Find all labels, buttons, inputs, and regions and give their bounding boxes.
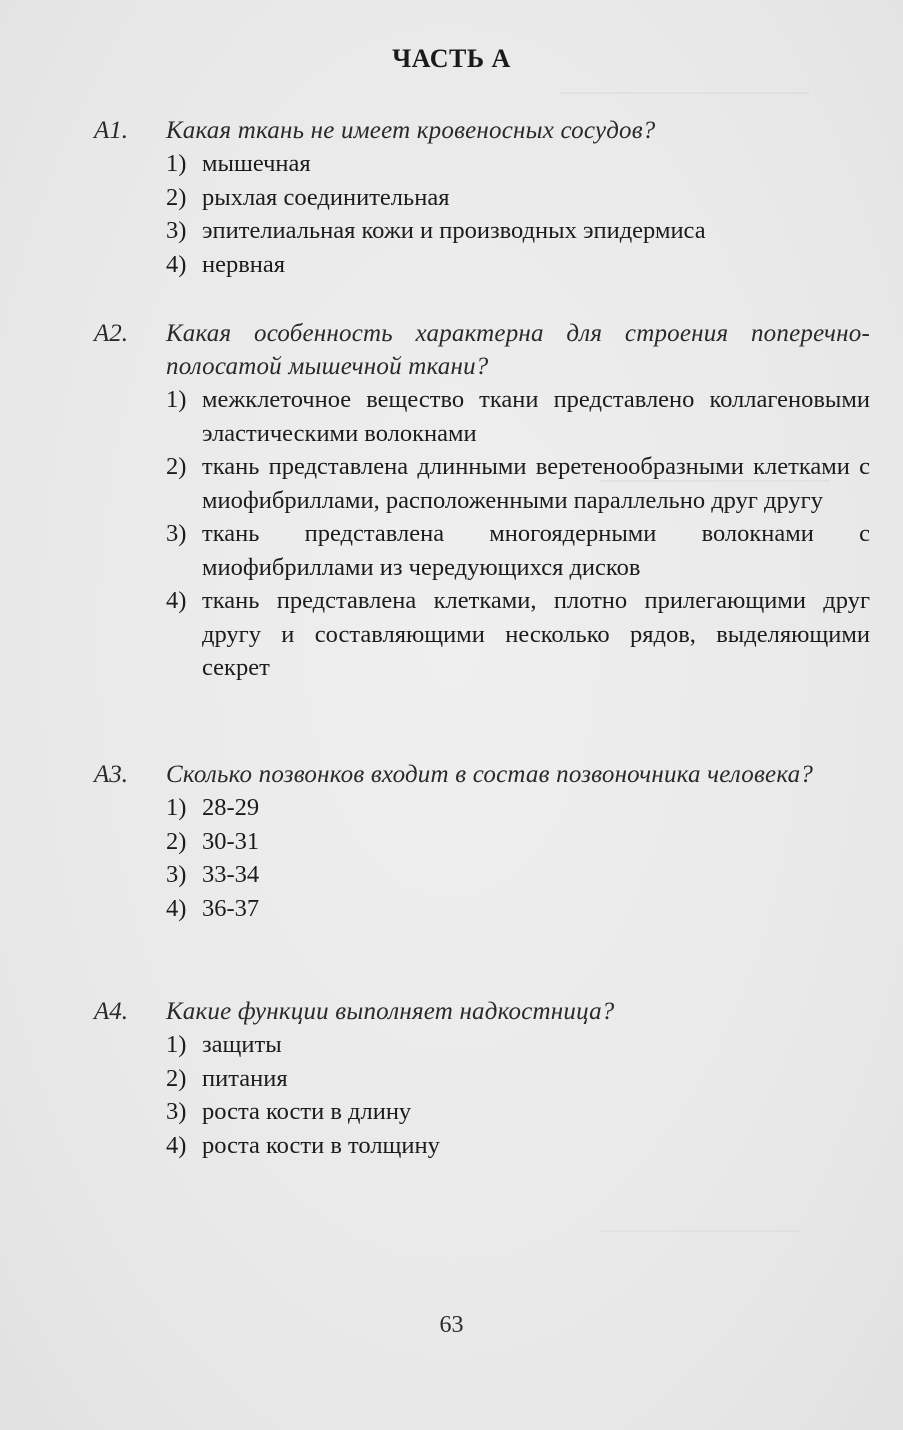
options-list <box>94 147 870 281</box>
option-number: 2) <box>166 1064 187 1092</box>
question-heading <box>94 317 870 383</box>
question-heading <box>94 114 870 147</box>
option-number: 1) <box>166 794 187 821</box>
option-number: 2) <box>166 183 187 211</box>
option-text: питания <box>202 1064 288 1092</box>
option-text: эпителиальная кожи и производных эпидермиса <box>202 217 706 244</box>
options-list <box>94 791 870 925</box>
question-text: Какая особенность характерна для строения поперечно-полосатой мышечной ткани? <box>166 320 870 380</box>
option-item <box>94 1095 870 1129</box>
option-text: ткань представлена клетками, плотно прилегающими друг другу и составляющими несколько рядов, выделяющими секрет <box>202 587 870 681</box>
option-number: 4) <box>166 894 187 922</box>
option-text: ткань представлена многоядерными волокнами с миофибриллами из чередующихся дисков <box>202 520 870 581</box>
part-title: ЧАСТЬ А <box>392 44 511 73</box>
option-number: 3) <box>166 520 187 547</box>
option-text: мышечная <box>202 150 311 177</box>
question-a2 <box>94 317 870 685</box>
options-list <box>94 383 870 685</box>
option-item <box>94 383 870 450</box>
question-heading <box>94 758 870 791</box>
option-number: 4) <box>166 1131 187 1159</box>
option-text: межклеточное вещество ткани представлено коллагеновыми эластическими волокнами <box>202 386 870 447</box>
question-number: A2. <box>94 320 129 347</box>
options-list <box>94 1028 870 1162</box>
question-text: Сколько позвонков входит в состав позвоночника человека? <box>166 761 814 788</box>
question-a4 <box>94 995 870 1162</box>
option-number: 3) <box>166 1098 187 1125</box>
option-text: роста кости в длину <box>202 1098 412 1125</box>
option-text: защиты <box>202 1031 282 1058</box>
question-a1 <box>94 114 870 281</box>
option-number: 1) <box>166 150 187 177</box>
option-text: роста кости в толщину <box>202 1131 440 1159</box>
question-a3 <box>94 758 870 925</box>
question-number: A3. <box>94 761 129 788</box>
option-item <box>94 1062 870 1096</box>
option-item <box>94 248 870 282</box>
option-item <box>94 584 870 685</box>
question-number: A1. <box>94 117 129 144</box>
option-item <box>94 1129 870 1163</box>
option-item <box>94 181 870 215</box>
option-text: 30-31 <box>202 827 260 855</box>
question-number: A4. <box>94 998 129 1025</box>
option-number: 1) <box>166 1031 187 1058</box>
option-item <box>94 892 870 926</box>
option-text: 36-37 <box>202 894 260 922</box>
option-number: 4) <box>166 250 187 278</box>
question-heading <box>94 995 870 1028</box>
option-number: 1) <box>166 386 187 413</box>
question-text: Какая ткань не имеет кровеносных сосудов? <box>166 117 656 144</box>
option-item <box>94 450 870 517</box>
option-item <box>94 214 870 248</box>
option-text: рыхлая соединительная <box>202 183 450 211</box>
option-number: 4) <box>166 587 187 614</box>
page-number: 63 <box>439 1312 464 1338</box>
option-number: 3) <box>166 217 187 244</box>
option-item <box>94 825 870 859</box>
option-text: 28-29 <box>202 794 260 821</box>
question-text: Какие функции выполняет надкостница? <box>166 998 615 1025</box>
option-text: 33-34 <box>202 861 260 888</box>
bleed-through-line <box>600 1230 800 1232</box>
option-item <box>94 517 870 584</box>
option-item <box>94 858 870 892</box>
option-number: 3) <box>166 861 187 888</box>
option-number: 2) <box>166 827 187 855</box>
option-item <box>94 147 870 181</box>
option-number: 2) <box>166 453 187 480</box>
option-text: ткань представлена длинными веретенообразными клетками с миофибриллами, расположенными параллельно друг другу <box>202 453 870 514</box>
bleed-through-line <box>560 92 810 94</box>
option-item <box>94 1028 870 1062</box>
option-text: нервная <box>202 250 286 278</box>
option-item <box>94 791 870 825</box>
